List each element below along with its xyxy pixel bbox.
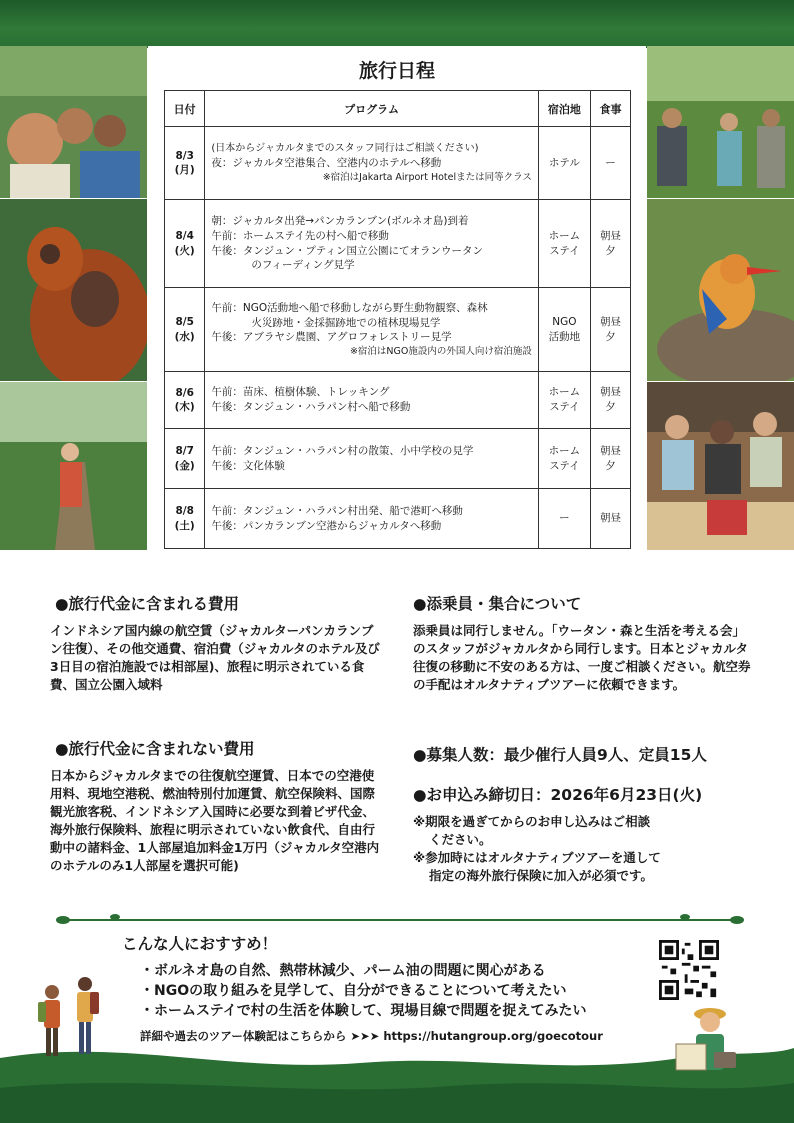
program-line: 午後：タンジュン・ハラパン村へ船で移動 <box>211 401 411 413</box>
recommend-list <box>140 961 586 1021</box>
note-line: 指定の海外旅行保険に加入が必須です。 <box>429 868 654 883</box>
date-text: 8/4 <box>175 230 194 243</box>
schedule-panel <box>148 46 646 551</box>
row-meal <box>590 372 630 429</box>
row-program <box>205 429 538 489</box>
table-row <box>165 200 631 288</box>
table-row <box>165 288 631 372</box>
row-program <box>205 200 538 288</box>
list-item: ・NGOの取り組みを見学して、自分ができることについて考えたい <box>140 983 567 999</box>
weekday-text: (水) <box>174 330 195 343</box>
recommend-title: こんな人におすすめ！ <box>122 935 278 953</box>
program-line: 午後：タンジュン・プティン国立公園にてオランウータン <box>211 244 484 257</box>
row-stay <box>538 288 590 372</box>
program-line: 午後：アブラヤシ農園、アグロフォレストリー見学 <box>211 331 452 344</box>
traveler-map-illustration <box>670 1000 750 1088</box>
stay-text: ホーム ステイ <box>548 444 581 472</box>
date-text: 8/7 <box>175 445 194 458</box>
meal-text: 朝昼 夕 <box>599 315 621 343</box>
meal-text: 朝昼 夕 <box>599 386 621 413</box>
header-date: 日付 <box>165 91 205 127</box>
program-line-continued: のフィーディング見学 <box>251 259 355 272</box>
row-stay <box>538 429 590 489</box>
row-program <box>205 372 538 429</box>
photo-kingfisher <box>647 199 794 381</box>
table-row <box>165 429 631 489</box>
row-meal <box>590 288 630 372</box>
date-text: 8/3 <box>175 149 194 162</box>
row-date <box>165 288 205 372</box>
photo-group-field <box>647 46 794 198</box>
program-line: 夜：ジャカルタ空港集合、空港内のホテルへ移動 <box>211 157 442 169</box>
table-header-row <box>165 91 631 127</box>
header-meal: 食事 <box>590 91 630 127</box>
stay-text: ホーム ステイ <box>548 229 581 257</box>
program-line: 午前：苗床、植樹体験、トレッキング <box>211 386 390 399</box>
photo-orangutans <box>0 199 147 381</box>
program-line: 朝：ジャカルタ出発→パンカランブン(ボルネオ島)到着 <box>211 215 469 228</box>
program-note: ※宿泊はNGO施設内の外国人向け宿泊施設 <box>349 345 532 357</box>
escort-heading: ●添乗員・集合について <box>413 595 582 613</box>
date-text: 8/5 <box>175 316 194 329</box>
details-link[interactable]: 詳細や過去のツアー体験記はこちらから ➤➤➤ https://hutangroup.org/goecotour <box>140 1029 603 1043</box>
table-row <box>165 372 631 429</box>
row-date <box>165 200 205 288</box>
program-line: 午前：ホームステイ先の村へ船で移動 <box>211 229 389 242</box>
row-program <box>205 489 538 549</box>
weekday-text: (月) <box>174 164 195 176</box>
program-line: 午後：文化体験 <box>211 459 285 472</box>
table-row <box>165 489 631 549</box>
escort-body: 添乗員は同行しません。「ウータン・森と生活を考える会」のスタッフがジャカルタから同行します。日本とジャカルタ往復の移動に不安のある方は、一度ご相談ください。航空券の手配はオルタナティブツアーに依頼できます。 <box>413 623 751 692</box>
photo-women-crafts <box>647 382 794 550</box>
included-body: インドネシア国内線の航空賃（ジャカルターパンカランブン往復）、その他交通費、宿泊費（ジャカルタのホテル及び3日目の宿泊施設では相部屋)、旅程に明示されている食費、国立公園入域料 <box>50 623 380 692</box>
note-line: ※参加時にはオルタナティブツアーを通して <box>413 850 661 865</box>
date-text: 8/8 <box>175 505 194 518</box>
row-meal <box>590 200 630 288</box>
program-line-continued: 火災跡地・金採掘跡地での植林現場見学 <box>251 316 441 329</box>
schedule-title: 旅行日程 <box>358 60 435 82</box>
note-line: ※期限を過ぎてからのお申し込みはご相談 <box>413 814 651 829</box>
program-line: (日本からジャカルタまでのスタッフ同行はご相談ください) <box>211 143 479 154</box>
list-item: ・ボルネオ島の自然、熱帯林減少、パーム油の問題に関心がある <box>140 963 546 979</box>
header-stay: 宿泊地 <box>538 91 590 127</box>
row-stay <box>538 372 590 429</box>
capacity-text: ●募集人数：最少催行人員9人、定員15人 <box>413 746 707 764</box>
vine-divider <box>55 913 745 927</box>
row-meal <box>590 429 630 489</box>
row-meal: 朝昼 <box>590 489 630 549</box>
photo-woman-boardwalk <box>0 382 147 550</box>
list-item: ・ホームステイで村の生活を体験して、現場目線で問題を捉えてみたい <box>140 1003 587 1019</box>
row-date <box>165 489 205 549</box>
qr-code[interactable] <box>659 940 719 1000</box>
program-line: 午前：タンジュン・ハラパン村出発、船で港町へ移動 <box>211 504 463 517</box>
row-stay <box>538 200 590 288</box>
row-program <box>205 288 538 372</box>
weekday-text: (土) <box>174 519 195 532</box>
excluded-body: 日本からジャカルタまでの往復航空運賃、日本での空港使用料、現地空港税、燃油特別付加運賃、航空保険料、国際観光旅客税、インドネシア入国時に必要な到着ビザ代金、海外旅行保険料、旅程に明示されていない飲食代、自由行動中の諸料金、1人部屋追加料金1万円（ジャカルタ空港内のホテルのみ1人部屋を選択可能) <box>50 768 380 873</box>
deadline-notes <box>413 813 753 885</box>
included-heading: ●旅行代金に含まれる費用 <box>55 595 240 613</box>
program-line: 午前：NGO活動地へ船で移動しながら野生動物観察、森林 <box>211 301 488 314</box>
row-date <box>165 429 205 489</box>
hikers-illustration <box>30 970 110 1070</box>
header-program: プログラム <box>205 91 538 127</box>
top-green-band <box>0 0 794 48</box>
program-note: ※宿泊はJakarta Airport Hotelまたは同等クラス <box>322 171 532 183</box>
weekday-text: (木) <box>174 401 195 413</box>
stay-text: NGO 活動地 <box>548 315 581 343</box>
row-date <box>165 127 205 200</box>
photo-group-smiling <box>0 46 147 198</box>
weekday-text: (火) <box>174 244 195 257</box>
row-program <box>205 127 538 200</box>
row-date <box>165 372 205 429</box>
deadline-text: ●お申込み締切日：2026年6月23日(火) <box>413 786 703 804</box>
row-stay: ホテル <box>538 127 590 200</box>
program-line: 午前：タンジュン・ハラパン村の散策、小中学校の見学 <box>211 444 474 457</box>
date-text: 8/6 <box>175 386 194 399</box>
weekday-text: (金) <box>174 459 195 472</box>
table-row <box>165 127 631 200</box>
row-stay: ー <box>538 489 590 549</box>
meal-text: 朝昼 夕 <box>599 229 621 257</box>
program-line: 午後：パンカランブン空港からジャカルタへ移動 <box>211 519 442 532</box>
row-meal: ー <box>590 127 630 200</box>
meal-text: 朝昼 夕 <box>599 444 621 472</box>
note-line: ください。 <box>429 832 492 847</box>
excluded-heading: ●旅行代金に含まれない費用 <box>55 740 255 758</box>
schedule-table <box>164 90 631 549</box>
stay-text: ホーム ステイ <box>548 386 581 413</box>
